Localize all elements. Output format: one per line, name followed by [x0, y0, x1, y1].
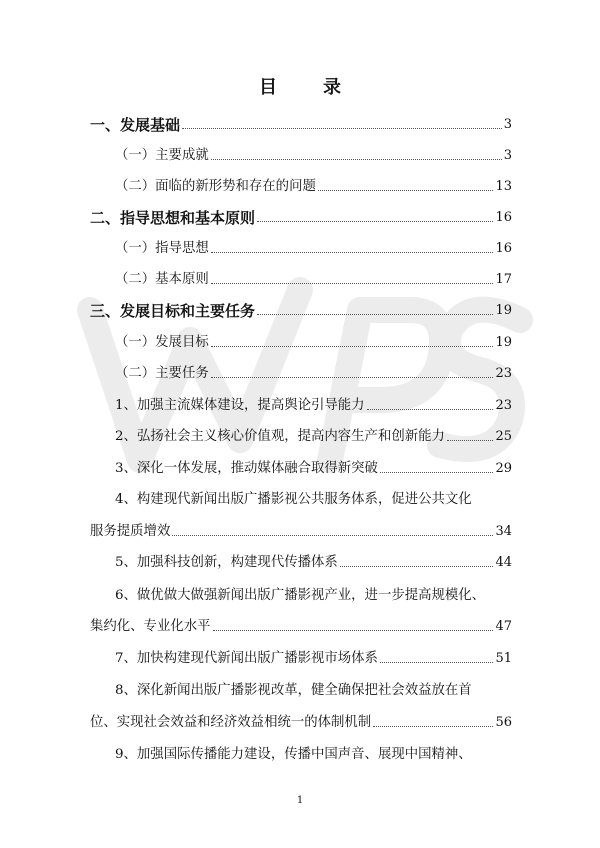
toc-entry-label: （二）基本原则 [115, 272, 209, 287]
toc-entry-continuation-label: 集约化、专业化水平 [90, 619, 211, 634]
toc-leader-dots [211, 252, 494, 253]
toc-entry[interactable] [115, 682, 512, 700]
toc-page-number: 3 [503, 117, 512, 132]
toc-leader-dots [257, 221, 493, 222]
toc-entry[interactable] [115, 650, 512, 668]
toc-leader-dots [211, 283, 494, 284]
toc-leader-dots [380, 662, 494, 663]
toc-page-number: 23 [495, 366, 512, 381]
toc-entry[interactable] [115, 334, 512, 352]
toc-entry-label: （一）指导思想 [115, 241, 209, 256]
toc-page-number: 44 [495, 555, 512, 570]
toc-entry-continuation[interactable] [90, 618, 512, 636]
page-number: 1 [296, 795, 304, 806]
toc-entry[interactable] [115, 178, 512, 196]
toc-entry[interactable] [115, 587, 512, 605]
toc-page-number: 51 [495, 651, 512, 666]
toc-page-number: 16 [495, 210, 512, 225]
toc-leader-dots [340, 566, 494, 567]
toc-entry-label: 4、构建现代新闻出版广播影视公共服务体系，促进公共文化 [115, 492, 472, 507]
toc-leader-dots [211, 159, 502, 160]
toc-entry-label: 1、加强主流媒体建设，提高舆论引导能力 [115, 398, 365, 413]
toc-leader-dots [182, 128, 502, 129]
toc-entry-label: （二）主要任务 [115, 366, 209, 381]
toc-entry[interactable] [90, 302, 512, 320]
toc-entry-label: 二、指导思想和基本原则 [90, 209, 256, 227]
toc-entry[interactable] [115, 554, 512, 572]
toc-page-number: 47 [495, 619, 512, 634]
toc-page-number: 56 [495, 715, 512, 730]
toc-page-number: 16 [495, 241, 512, 256]
toc-entry-label: 6、做优做大做强新闻出版广播影视产业，进一步提高规模化、 [115, 588, 486, 603]
toc-entry[interactable] [115, 365, 512, 383]
toc-page-number: 29 [495, 461, 512, 476]
toc-title: 目 录 [259, 77, 355, 98]
toc-entry-label: 3、深化一体发展，推动媒体融合取得新突破 [115, 461, 378, 476]
toc-page-number: 34 [495, 524, 512, 539]
toc-entry-label: 2、弘扬社会主义核心价值观，提高内容生产和创新能力 [115, 429, 445, 444]
watermark-text: WPS [70, 235, 109, 254]
toc-entry[interactable] [115, 491, 512, 509]
toc-leader-dots [373, 726, 493, 727]
toc-page-number: 17 [495, 272, 512, 287]
toc-leader-dots [211, 377, 494, 378]
toc-entry[interactable] [115, 240, 512, 258]
toc-entry-label: 一、发展基础 [90, 116, 181, 134]
toc-page-number: 23 [495, 398, 512, 413]
toc-page-number: 25 [495, 429, 512, 444]
toc-page-number: 3 [503, 148, 512, 163]
toc-leader-dots [211, 346, 494, 347]
toc-entry-label: 8、深化新闻出版广播影视改革，健全确保把社会效益放在首 [115, 683, 472, 698]
toc-entry[interactable] [90, 116, 512, 134]
toc-entry-label: （一）发展目标 [115, 335, 209, 350]
toc-leader-dots [447, 440, 494, 441]
toc-entry-continuation-label: 位、实现社会效益和经济效益相统一的体制机制 [90, 715, 372, 730]
toc-leader-dots [257, 314, 493, 315]
toc-leader-dots [367, 409, 494, 410]
toc-leader-dots [172, 535, 493, 536]
toc-entry-label: （二）面临的新形势和存在的问题 [115, 179, 316, 194]
toc-entry-label: 7、加快构建现代新闻出版广播影视市场体系 [115, 651, 378, 666]
toc-entry[interactable] [115, 746, 512, 764]
toc-entry-label: （一）主要成就 [115, 148, 209, 163]
toc-leader-dots [318, 190, 494, 191]
toc-page-number: 19 [495, 335, 512, 350]
toc-entry-label: 三、发展目标和主要任务 [90, 302, 256, 320]
toc-leader-dots [213, 630, 494, 631]
toc-entry[interactable] [115, 428, 512, 446]
toc-leader-dots [380, 472, 494, 473]
toc-entry-continuation-label: 服务提质增效 [90, 524, 171, 539]
toc-entry-continuation[interactable] [90, 523, 512, 541]
toc-page-number: 19 [495, 303, 512, 318]
toc-entry[interactable] [115, 397, 512, 415]
toc-page-number: 13 [495, 179, 512, 194]
toc-entry-label: 5、加强科技创新，构建现代传播体系 [115, 555, 338, 570]
toc-entry[interactable] [90, 209, 512, 227]
toc-entry-continuation[interactable] [90, 714, 512, 732]
toc-entry-label: 9、加强国际传播能力建设，传播中国声音、展现中国精神、 [115, 747, 472, 762]
toc-entry[interactable] [115, 460, 512, 478]
toc-entry[interactable] [115, 147, 512, 165]
toc-entry[interactable] [115, 271, 512, 289]
